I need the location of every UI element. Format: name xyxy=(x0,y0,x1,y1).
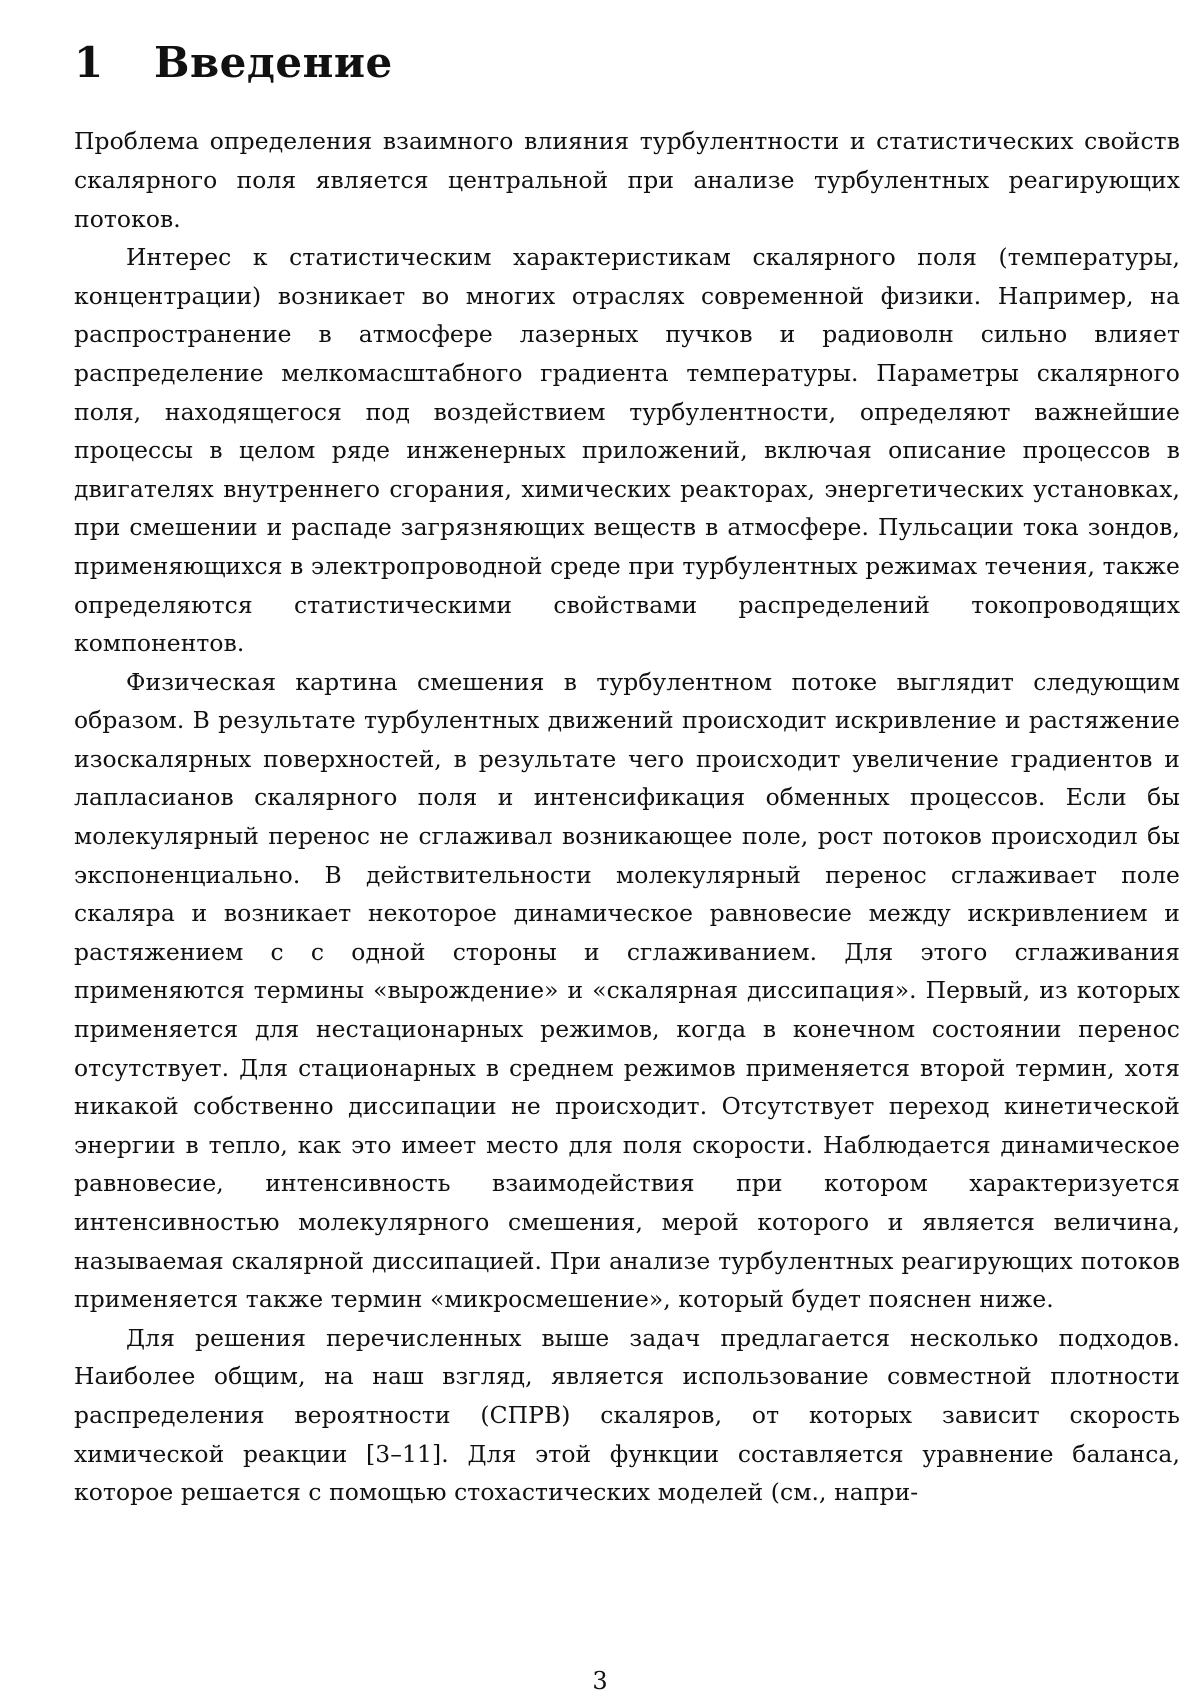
page-number: 3 xyxy=(592,1667,608,1695)
paragraph-4: Для решения перечисленных выше задач предлагается несколько подходов. Наиболее общим, на наш взгляд, является использование совместной плотности распределения вероятности (СПРВ) скаляров, от которых зависит скорость химической реакции [3–11]. Для этой функции составляется уравнение баланса, которое решается с помощью стохастических моделей (см., напри- xyxy=(74,1323,1180,1507)
paragraph-1: Проблема определения взаимного влияния турбулентности и статистических свойств скалярного поля является центральной при анализе турбулентных реагирующих потоков. xyxy=(74,127,1180,233)
page-body xyxy=(74,38,1180,1512)
paragraph-3: Физическая картина смешения в турбулентном потоке выглядит следующим образом. В результате турбулентных движений происходит искривление и растяжение изоскалярных поверхностей, в результате чего происходит увеличение градиентов и лапласианов скалярного поля и интенсификация обменных процессов. Если бы молекулярный перенос не сглаживал возникающее поле, рост потоков происходил бы экспоненциально. В действительности молекулярный перенос сглаживает поле скаляра и возникает некоторое динамическое равновесие между искривлением и растяжением с с одной стороны и сглаживанием. Для этого сглаживания применяются термины «вырождение» и «скалярная диссипация». Первый, из которых применяется для нестационарных режимов, когда в конечном состоянии перенос отсутствует. Для стационарных в среднем режимов применяется второй термин, хотя никакой собственно диссипации не происходит. Отсутствует переход кинетической энергии в тепло, как это имеет место для поля скорости. Наблюдается динамическое равновесие, интенсивность взаимодействия при котором характеризуется интенсивностью молекулярного смешения, мерой которого и является величина, называемая скалярной диссипацией. При анализе турбулентных реагирующих потоков применяется также термин «микросмешение», который будет пояснен ниже. xyxy=(74,667,1180,1314)
section-heading xyxy=(74,38,1180,88)
paragraph-2: Интерес к статистическим характеристикам скалярного поля (температуры, концентрации) возникает во многих отраслях современной физики. Например, на распространение в атмосфере лазерных пучков и радиоволн сильно влияет распределение мелкомасштабного градиента температуры. Параметры скалярного поля, находящегося под воздействием турбулентности, определяют важнейшие процессы в целом ряде инженерных приложений, включая описание процессов в двигателях внутреннего сгорания, химических реакторах, энергетических установках, при смешении и распаде загрязняющих веществ в атмосфере. Пульсации тока зондов, применяющихся в электропроводной среде при турбулентных режимах течения, также определяются статистическими свойствами распределений токопроводящих компонентов. xyxy=(74,243,1180,658)
section-number: 1 xyxy=(74,38,104,87)
section-title: Введение xyxy=(154,38,393,87)
